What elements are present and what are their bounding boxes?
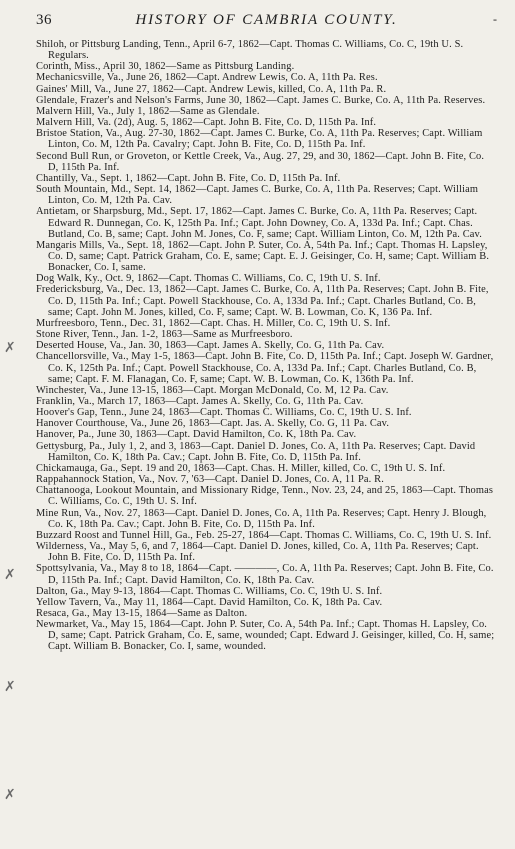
battle-entry: Mangaris Mills, Va., Sept. 18, 1862—Capt. John P. Suter, Co. A, 54th Pa. Inf.; Capt. Thomas H. Lapsley, Co. D, same; Capt. Patrick Graham, Co. E, same; Capt. E. J. Geisinger, Co. H, same; Capt. William B. Bonacker, Co. I, same.: [36, 239, 490, 274]
battle-entry: South Mountain, Md., Sept. 14, 1862—Capt. James C. Burke, Co. A, 11th Pa. Reserves; Capt. William Linton, Co. M, 12th Pa. Cav.: [36, 184, 479, 207]
battle-entry: Glendale, Frazer's and Nelson's Farms, June 30, 1862—Capt. James C. Burke, Co. A, 11th Pa. Reserves.: [36, 94, 486, 106]
battle-entry: Mechanicsville, Va., June 26, 1862—Capt. Andrew Lewis, Co. A, 11th Pa. Res.: [36, 72, 378, 84]
battle-entry: Hanover Courthouse, Va., June 26, 1863—Capt. Jas. A. Skelly, Co. G, 11 Pa. Cav.: [36, 418, 390, 430]
page-number: 36: [36, 12, 52, 28]
handwritten-x-mark: ✗: [4, 787, 16, 803]
battle-entry: Hanover, Pa., June 30, 1863—Capt. David Hamilton, Co. K, 18th Pa. Cav.: [36, 429, 357, 441]
battle-list: [36, 39, 496, 653]
battle-entry: Buzzard Roost and Tunnel Hill, Ga., Feb. 25-27, 1864—Capt. Thomas C. Williams, Co. C, 19th U. S. Inf.: [36, 529, 492, 541]
battle-entry: Chantilly, Va., Sept. 1, 1862—Capt. John B. Fite, Co. D, 115th Pa. Inf.: [36, 172, 341, 184]
running-head: HISTORY OF CAMBRIA COUNTY.: [135, 12, 398, 28]
handwritten-x-mark: ✗: [4, 340, 16, 356]
handwritten-x-mark: ✗: [4, 679, 16, 695]
battle-entry: Rappahannock Station, Va., Nov. 7, '63—Capt. Daniel D. Jones, Co. A, 11 Pa. R.: [36, 474, 384, 486]
battle-entry: Dog Walk, Ky., Oct. 9, 1862—Capt. Thomas C. Williams, Co. C, 19th U. S. Inf.: [36, 273, 381, 285]
battle-entry: Yellow Tavern, Va., May 11, 1864—Capt. David Hamilton, Co. K, 18th Pa. Cav.: [36, 596, 383, 608]
battle-entry: Gettysburg, Pa., July 1, 2, and 3, 1863—Capt. Daniel D. Jones, Co. A, 11th Pa. Reserves; Capt. David Hamilton, Co. K, 18th Pa. Cav.; Capt. John B. Fite, Co. D, 115th Pa. Inf.: [36, 440, 476, 463]
corner-mark: -: [493, 12, 497, 26]
battle-entry: Corinth, Miss., April 30, 1862—Same as Pittsburg Landing.: [36, 61, 295, 73]
page-header: [36, 10, 497, 32]
battle-entry: Resaca, Ga., May 13-15, 1864—Same as Dalton.: [36, 607, 248, 619]
battle-entry: Franklin, Va., March 17, 1863—Capt. James A. Skelly, Co. G, 11th Pa. Cav.: [36, 396, 364, 407]
handwritten-x-mark: ✗: [4, 567, 16, 583]
battle-entry: Chickamauga, Ga., Sept. 19 and 20, 1863—Capt. Chas. H. Miller, killed, Co. C, 19th U. S. Inf.: [36, 462, 446, 474]
battle-entry: Deserted House, Va., Jan. 30, 1863—Capt. James A. Skelly, Co. G, 11th Pa. Cav.: [36, 340, 385, 352]
battle-entry: Chattanooga, Lookout Mountain, and Missionary Ridge, Tenn., Nov. 23, 24, and 25, 1863—Capt. Thomas C. Williams, Co. C, 19th U. S. Inf.: [36, 485, 494, 508]
margin-annotations: [0, 0, 40, 849]
battle-entry: Chancellorsville, Va., May 1-5, 1863—Capt. John B. Fite, Co. D, 115th Pa. Inf.; Capt. Joseph W. Gardner, Co. K, 125th Pa. Inf.; Capt. Powell Stackhouse, Co. A, 133d Pa. Inf.; Capt. Charles Butland, Co. B, same; Capt. F. M. Flanagan, Co. F, same; Capt. W. B. Lowman, Co. K, 136th Pa. Inf.: [36, 351, 494, 385]
battle-entry: Dalton, Ga., May 9-13, 1864—Capt. Thomas C. Williams, Co. C, 19th U. S. Inf.: [36, 585, 383, 597]
battle-entry: Bristoe Station, Va., Aug. 27-30, 1862—Capt. James C. Burke, Co. A, 11th Pa. Reserves; Capt. William Linton, Co. M, 12th Pa. Cavalry; Capt. John B. Fite, Co. D, 115th Pa. Inf.: [36, 128, 483, 151]
battle-entry: Gaines' Mill, Va., June 27, 1862—Capt. Andrew Lewis, killed, Co. A, 11th Pa. R.: [36, 83, 387, 95]
battle-entry: Stone River, Tenn., Jan. 1-2, 1863—Same as Murfreesboro.: [36, 329, 293, 341]
battle-entry: Malvern Hill, Va., July 1, 1862—Same as Glendale.: [36, 105, 260, 117]
battle-entry: Second Bull Run, or Groveton, or Kettle Creek, Va., Aug. 27, 29, and 30, 1862—Capt. John B. Fite, Co. D, 115th Pa. Inf.: [36, 150, 485, 173]
battle-entry: Winchester, Va., June 13-15, 1863—Capt. Morgan McDonald, Co. M, 12 Pa. Cav.: [36, 384, 389, 396]
battle-entry: Malvern Hill, Va. (2d), Aug. 5, 1862—Capt. John B. Fite, Co. D, 115th Pa. Inf.: [36, 117, 377, 129]
battle-entry: Spottsylvania, Va., May 8 to 18, 1864—Capt. ————, Co. A, 11th Pa. Reserves; Capt. John B. Fite, Co. D, 115th Pa. Inf.; Capt. David Hamilton, Co. K, 18th Pa. Cav.: [36, 563, 494, 586]
battle-entry: Hoover's Gap, Tenn., June 24, 1863—Capt. Thomas C. Williams, Co. C, 19th U. S. Inf.: [36, 407, 412, 419]
battle-entry: Mine Run, Va., Nov. 27, 1863—Capt. Daniel D. Jones, Co. A, 11th Pa. Reserves; Capt. Henry J. Blough, Co. K, 18th Pa. Cav.; Capt. John B. Fite, Co. D, 115th Pa. Inf.: [36, 507, 487, 530]
battle-entry: Shiloh, or Pittsburg Landing, Tenn., April 6-7, 1862—Capt. Thomas C. Williams, Co. C, 19th U. S. Regulars.: [36, 39, 464, 62]
battle-entry: Antietam, or Sharpsburg, Md., Sept. 17, 1862—Capt. James C. Burke, Co. A, 11th Pa. Reserves; Capt. Edward R. Dunnegan, Co. K, 125th Pa. Inf.; Capt. John Downey, Co. A, 133d Pa. Inf.; Capt. Chas. Butland, Co. B, same; Capt. John M. Jones, Co. F, same; Capt. William Linton, Co. M, 12th Pa. Cav.: [36, 206, 482, 240]
battle-entry: Wilderness, Va., May 5, 6, and 7, 1864—Capt. Daniel D. Jones, killed, Co. A, 11th Pa. Reserves; Capt. John B. Fite, Co. D, 115th Pa. Inf.: [36, 541, 479, 564]
battle-entry: Newmarket, Va., May 15, 1864—Capt. John P. Suter, Co. A, 54th Pa. Inf.; Capt. Thomas H. Lapsley, Co. D, same; Capt. Patrick Graham, Co. E, same, wounded; Capt. Edward J. Geisinger, killed, Co. H, same; Capt. William B. Bonacker, Co. I, same, wounded.: [36, 619, 495, 653]
battle-entry: Fredericksburg, Va., Dec. 13, 1862—Capt. James C. Burke, Co. A, 11th Pa. Reserves; Capt. John B. Fite, Co. D, 115th Pa. Inf.; Capt. Powell Stackhouse, Co. A, 133d Pa. Inf.; Capt. Charles Butland, Co. B, same; Capt. John M. Jones, killed, Co. F, same; Capt. W. B. Lowman, Co. K, 136 Pa. Inf.: [36, 284, 489, 318]
battle-entry: Murfreesboro, Tenn., Dec. 31, 1862—Capt. Chas. H. Miller, Co. C, 19th U. S. Inf.: [36, 317, 391, 329]
